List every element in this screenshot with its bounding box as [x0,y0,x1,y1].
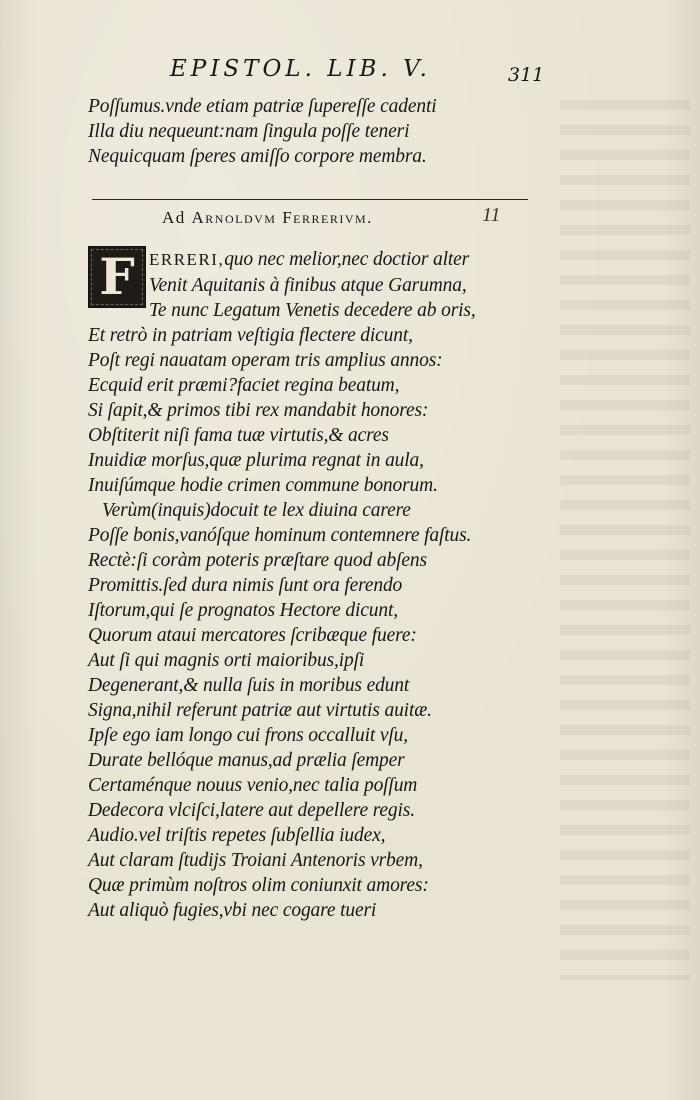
verse-line: Rectè:ſi coràm poteris præſtare quod abſens [88,550,427,571]
verse-line: Poſſumus.vnde etiam patriæ ſupereſſe cadenti [88,96,437,117]
page-number: 311 [508,64,545,86]
running-head: EPISTOL. LIB. V. [170,56,431,82]
decorated-initial [88,246,146,308]
ornament-border-icon [91,249,143,305]
marginal-annotation: 11 [482,204,501,226]
section-divider [92,199,528,200]
verse-line: Et retrò in patriam veſtigia flectere dicunt, [88,325,413,346]
verse-line: Poſt regi nauatam operam tris amplius annos: [88,350,443,371]
verse-line: Ipſe ego iam longo cui frons occalluit vſu, [88,725,408,746]
initial-letter: F [99,247,135,306]
poem-title [162,208,373,228]
verse-line: Audio.vel triſtis repetes ſubſellia iudex, [88,825,386,846]
verse-line: Aut aliquò fugies,vbi nec cogare tueri [88,900,377,921]
verse-line: Iſtorum,qui ſe prognatos Hectore dicunt, [88,600,398,621]
verse-line: Inuidiæ morſus,quæ plurima regnat in aula, [88,450,424,471]
verse-line: Ecquid erit præmi?faciet regina beatum, [88,375,400,396]
verse-line: Certaménque nouus venio,nec talia poſſum [88,775,418,796]
first-line-rest: quo nec melior,nec doctior alter [224,249,470,270]
verse-line: Venit Aquitanis à finibus atque Garumna, [149,275,467,296]
poem-title-name: Arnoldvm Ferrerivm. [191,208,373,227]
verse-line: Promittis.ſed dura nimis ſunt ora ferendo [88,575,403,596]
verse-line: Verùm(inquis)docuit te lex diuina carere [102,500,411,521]
verse-line: Te nunc Legatum Venetis decedere ab oris, [149,300,476,321]
poem-title-prefix: Ad [162,208,186,227]
verse-line: Quæ primùm noſtros olim coniunxit amores: [88,875,429,896]
verse-line: Nequicquam ſperes amiſſo corpore membra. [88,146,427,167]
verse-line: Signa,nihil referunt patriæ aut virtutis auitæ. [88,700,432,721]
verse-line: Aut claram ſtudijs Troiani Antenoris vrbem, [88,850,423,871]
verse-line: Durate bellóque manus,ad prælia ſemper [88,750,405,771]
verse-line-first [149,249,469,271]
show-through-texture [560,100,690,980]
verse-line: Quorum ataui mercatores ſcribæque fuere: [88,625,417,646]
verse-line: Inuiſúmque hodie crimen commune bonorum. [88,475,438,496]
verse-line: Poſſe bonis,vanóſque hominum contemnere faſtus. [88,525,472,546]
verse-line: Degenerant,& nulla ſuis in moribus edunt [88,675,410,696]
verse-line: Obſtiterit niſi fama tuæ virtutis,& acres [88,425,389,446]
verse-line: Dedecora vlciſci,latere aut depellere regis. [88,800,415,821]
verse-line: Si ſapit,& primos tibi rex mandabit honores: [88,400,429,421]
first-line-caps: ERRERI, [149,250,225,269]
verse-line: Aut ſi qui magnis orti maioribus,ipſi [88,650,365,671]
verse-line: Illa diu nequeunt:nam ſingula poſſe teneri [88,121,410,142]
